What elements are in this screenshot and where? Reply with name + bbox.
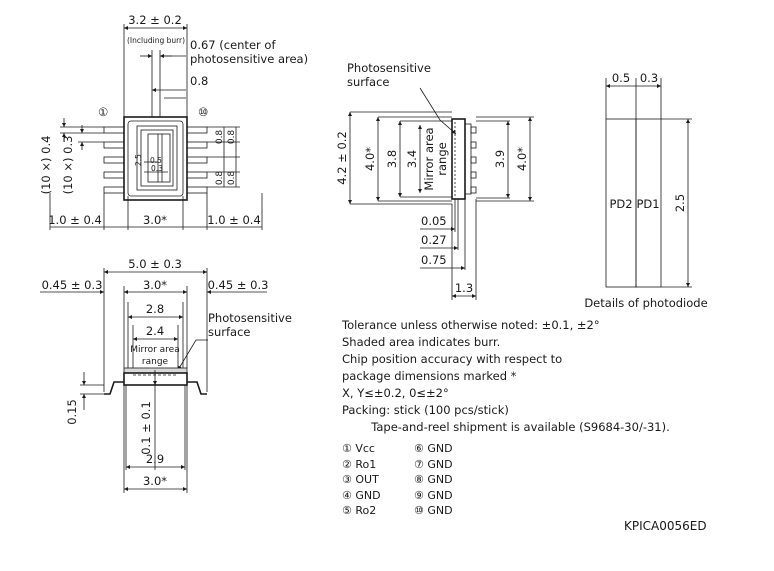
- dim-0-8: 0.8: [190, 74, 209, 88]
- bottom-left-dim: 1.0 ± 0.4: [48, 213, 102, 227]
- side-h-3-4: 3.4: [405, 149, 419, 169]
- front-w-3-0b: 3.0*: [142, 474, 168, 488]
- front-ps-1: Photosensitive: [208, 311, 292, 325]
- pin-item: ⑩ GND: [414, 504, 453, 517]
- right-dim-c: 0.8: [227, 170, 237, 186]
- front-w-5-0: 5.0 ± 0.3: [128, 257, 182, 271]
- drawing-code: KPICA0056ED: [624, 519, 707, 533]
- front-view: [40, 257, 292, 493]
- pin10-marker: ⑩: [198, 105, 209, 119]
- pd-w-0-3: 0.3: [639, 71, 659, 85]
- side-leads: [471, 127, 476, 193]
- front-w-2-9: 2.9: [145, 452, 165, 466]
- side-d-0-75: 0.75: [421, 253, 447, 267]
- front-ps-2: surface: [208, 325, 251, 339]
- side-h-3-9: 3.9: [493, 149, 507, 169]
- side-h-4-0a: 4.0*: [363, 146, 377, 172]
- side-view: [335, 61, 534, 300]
- front-l-0-45: 0.45 ± 0.3: [41, 278, 103, 292]
- front-w-2-8: 2.8: [145, 302, 165, 316]
- pin-item: ① Vcc: [342, 442, 375, 455]
- pd-w-0-5: 0.5: [611, 71, 631, 85]
- pin-item: ⑥ GND: [414, 442, 453, 455]
- front-h-0-1: 0.1 ± 0.1: [139, 401, 153, 455]
- dim-width-top: 3.2 ± 0.2: [128, 13, 182, 27]
- side-mirror-2: range: [435, 142, 449, 176]
- side-ps-label-2: surface: [347, 75, 390, 89]
- pd-h-2-5: 2.5: [673, 193, 687, 213]
- note-line: Tolerance unless otherwise noted: ±0.1, ±2°: [342, 318, 600, 332]
- pin-item: ③ OUT: [342, 473, 379, 486]
- pd2-label: PD2: [609, 197, 633, 211]
- right-dim-a: 0.8: [227, 129, 237, 145]
- bottom-mid-dim: 3.0*: [142, 213, 168, 227]
- photodiode-detail: [584, 71, 707, 310]
- pin-item: ④ GND: [342, 488, 381, 502]
- side-d-0-05: 0.05: [421, 214, 447, 228]
- note-line: Packing: stick (100 pcs/stick): [342, 403, 509, 417]
- note-line: X, Y≤±0.2, 0≤±2°: [342, 386, 449, 400]
- center-note-2: photosensitive area): [190, 52, 309, 66]
- side-ps-label-1: Photosensitive: [347, 61, 431, 75]
- front-w-2-4: 2.4: [145, 324, 165, 338]
- pin-item: ⑧ GND: [414, 473, 453, 486]
- side-package-body: [452, 119, 465, 199]
- pin-item: ⑤ Ro2: [342, 504, 377, 517]
- side-h-4-2: 4.2 ± 0.2: [335, 131, 349, 185]
- right-dim-d: 0.8: [215, 170, 225, 186]
- front-w-3-0: 3.0*: [142, 278, 168, 292]
- bottom-right-dim: 1.0 ± 0.4: [207, 213, 261, 227]
- side-h-4-0b: 4.0*: [515, 146, 529, 172]
- side-d-0-27: 0.27: [421, 233, 447, 247]
- front-mirror-2: range: [141, 357, 169, 367]
- side-h-3-8: 3.8: [385, 149, 399, 169]
- note-line: Tape-and-reel shipment is available (S9684-30/-31).: [342, 420, 670, 434]
- pin1-marker: ①: [98, 105, 109, 119]
- top-view: [39, 13, 308, 230]
- pin-item: ② Ro1: [342, 457, 377, 471]
- center-note: 0.67 (center of: [190, 38, 276, 52]
- front-r-0-45: 0.45 ± 0.3: [207, 278, 269, 292]
- front-mirror-1: Mirror area: [130, 345, 180, 355]
- inner-2-5: 2.5: [134, 154, 143, 166]
- note-line: Chip position accuracy with respect to: [342, 352, 563, 366]
- inner-0-3: 0.3: [151, 164, 163, 173]
- side-d-1-3: 1.3: [454, 281, 474, 295]
- top-right-leads: [187, 127, 207, 193]
- top-left-leads: [104, 127, 124, 193]
- pitch-0-3: (10 ×) 0.3: [61, 135, 75, 195]
- front-h-0-15: 0.15: [65, 399, 79, 425]
- burr-note: (Including burr): [127, 36, 186, 45]
- pin-assignment-list: [342, 441, 494, 519]
- note-line: package dimensions marked *: [342, 369, 517, 383]
- photodiode-caption: Details of photodiode: [584, 296, 708, 310]
- tolerance-notes: [342, 317, 670, 436]
- pin-item: ⑨ GND: [414, 488, 453, 502]
- pin-item: ⑦ GND: [414, 457, 453, 471]
- side-mirror-1: Mirror area: [422, 127, 436, 191]
- pitch-0-4: (10 ×) 0.4: [39, 135, 53, 195]
- note-line: Shaded area indicates burr.: [342, 335, 501, 349]
- inner-0-5: 0.5: [150, 156, 162, 165]
- right-dim-b: 0.8: [215, 129, 225, 145]
- pd1-label: PD1: [636, 197, 660, 211]
